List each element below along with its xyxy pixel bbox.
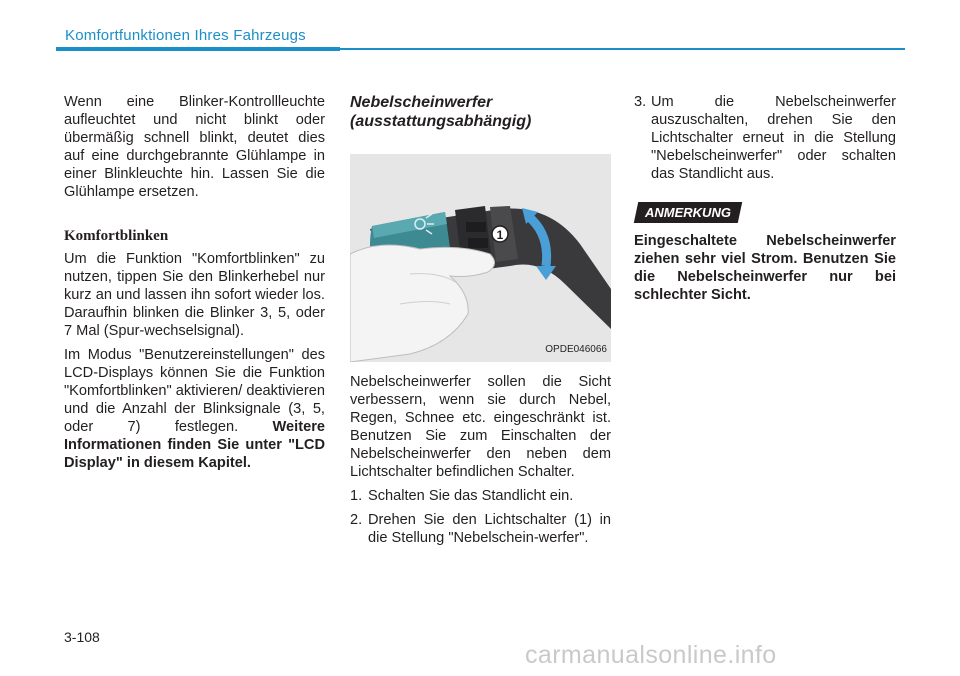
list-item [350, 511, 611, 547]
step-text: Schalten Sie das Standlicht ein. [368, 488, 574, 504]
intro-paragraph: Wenn eine Blinker-Kontrollleuchte aufleuchtet und nicht blinkt oder übermäßig schnell blinkt, deutet dies auf eine durchgebrannte Glühlampe in einer Blinkleuchte hin. Lassen Sie die Glühlampe ersetzen. [64, 94, 325, 200]
fog-light-switch-figure [350, 154, 611, 362]
list-item [634, 93, 896, 183]
callout-number: 1 [496, 228, 504, 242]
comfort-blink-paragraph: Um die Funktion "Komfortblinken" zu nutzen, tippen Sie den Blinkerhebel nur kurz an und lassen ihn sofort wieder los. Daraufhin blinken die Blinker 3, 5, oder 7 Mal (Spur-wechselsignal). [64, 251, 325, 339]
header-rule-thick [56, 47, 340, 51]
header-rule-thin [340, 48, 905, 50]
comfort-blink-heading: Komfortblinken [64, 228, 169, 244]
note-text: Eingeschaltete Nebelscheinwerfer ziehen sehr viel Strom. Benutzen Sie die Nebelscheinwerfer nur bei schlechter Sicht. [634, 233, 896, 303]
chapter-title: Komfortfunktionen Ihres Fahrzeugs [65, 27, 306, 44]
section-title-line1: Nebelscheinwerfer [350, 94, 493, 111]
list-item [350, 487, 611, 505]
stalk-illustration [350, 154, 611, 362]
lcd-settings-text: Im Modus "Benutzereinstellungen" des LCD-Displays können Sie die Funktion "Komfortblinken" aktivieren/ deaktivieren und die Anzahl der Blinksignale (3, 5, oder 7) festlegen. [64, 347, 326, 435]
step-number: 2. [350, 512, 363, 528]
lcd-settings-paragraph [64, 346, 325, 472]
watermark: carmanualsonline.info [525, 641, 777, 669]
lcd-reference-text: Weitere Informationen finden Sie unter "LCD Display" in diesem Kapitel. [64, 419, 325, 471]
page-number: 3-108 [64, 629, 100, 645]
section-title-line2: (ausstattungsabhängig) [350, 113, 532, 130]
left-column [64, 93, 325, 472]
step-text: Um die Nebelscheinwerfer auszuschalten, drehen Sie den Lichtschalter erneut in die Stellung "Nebelscheinwerfer" oder schalten das Standlicht aus. [651, 94, 896, 182]
section-title [350, 93, 611, 131]
right-column [634, 93, 896, 304]
note-label: ANMERKUNG [645, 205, 731, 220]
step-number: 3. [634, 94, 647, 110]
step-number: 1. [350, 488, 363, 504]
note-badge [634, 202, 742, 223]
figure-code: OPDE046066 [545, 344, 607, 355]
fog-light-paragraph: Nebelscheinwerfer sollen die Sicht verbessern, wenn sie durch Nebel, Regen, Schnee etc. eingeschränkt ist. Benutzen Sie zum Einschalten der Nebelscheinwerfer den neben dem Lichtschalter befindlichen Schalter. [350, 374, 611, 480]
step-text: Drehen Sie den Lichtschalter (1) in die Stellung "Nebelschein-werfer". [368, 512, 611, 546]
middle-column [350, 93, 611, 547]
